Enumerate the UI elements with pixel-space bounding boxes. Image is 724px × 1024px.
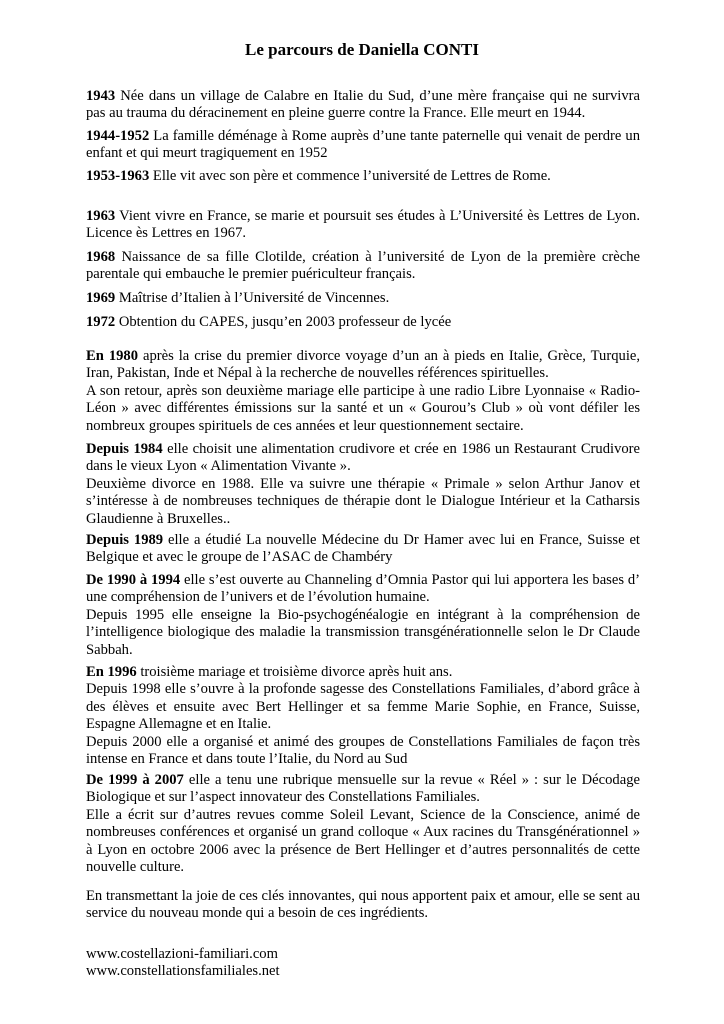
entry-text: Depuis 2000 elle a organisé et animé des groupes de Constellations Familiales de façon très intense en France et dans toute l’Italie, du Nord au Sud [86,733,640,768]
entry-text: A son retour, après son deuxième mariage elle participe à une radio Libre Lyonnaise « Radio-Léon » avec différentes émissions sur la santé et un « Gourou’s Club » où vont défiler les nombreux groupes spirituels de ces années et leur questionnement sectaire. [86,382,640,434]
entry-year: 1953-1963 [86,168,150,184]
closing-paragraph [86,888,640,923]
entry-text: elle choisit une alimentation crudivore et crée en 1986 un Restaurant Crudivore dans le vieux Lyon « Alimentation Vivante ». [86,441,641,475]
entry-text: Maîtrise d’Italien à l’Université de Vincennes. [118,290,390,306]
entry-text: Naissance de sa fille Clotilde, création à l’université de Lyon de la première crèche parentale qui embauche le premier puériculteur français. [86,249,640,283]
entry-1968 [86,249,640,284]
entry-text: Elle vit avec son père et commence l’université de Lettres de Rome. [152,168,551,184]
entry-1969 [86,290,640,307]
entry-year: Depuis 1989 [86,532,164,548]
entry-text: Elle a écrit sur d’autres revues comme Soleil Levant, Science de la Conscience, animé de nombreuses conférences et organisé un grand colloque « Aux racines du Transgénérationnel » à Lyon en octobre 2006 avec la présence de Bert Hellinger et d’autres personnalités de cette nouvelle culture. [86,806,640,876]
entry-1996 [86,664,640,768]
entry-text: Obtention du CAPES, jusqu’en 2003 professeur de lycée [118,314,452,330]
entry-1944-1952 [86,128,640,163]
entry-year: De 1999 à 2007 [86,772,184,788]
entry-1999-2007 [86,772,640,876]
entry-year: 1944-1952 [86,128,150,144]
entry-text: Depuis 1995 elle enseigne la Bio-psychogénéalogie en intégrant à la compréhension de l’intelligence biologique des maladie la transmission transgénérationnelle selon le Dr Claude Sabbah. [86,606,640,658]
entry-year: En 1996 [86,664,137,680]
entry-year: Depuis 1984 [86,441,163,457]
page-title: Le parcours de Daniella CONTI [245,40,479,59]
entry-1990-1994 [86,572,640,659]
entry-text: Depuis 1998 elle s’ouvre à la profonde sagesse des Constellations Familiales, d’abord grâce à des élèves et ensuite avec Bert Hellinger et sa femme Marie Sophie, en France, Suisse, Espagne Allemagne et en Italie. [86,681,640,733]
closing-text: En transmettant la joie de ces clés innovantes, qui nous apportent paix et amour, elle se sent au service du nouveau monde qui a besoin de ces ingrédients. [86,888,640,922]
entry-text: Née dans un village de Calabre en Italie du Sud, d’une mère française qui ne survivra pas au trauma du déracinement en pleine guerre contre la France. Elle meurt en 1944. [86,88,640,122]
entry-year: 1969 [86,290,116,306]
entry-text: elle s’est ouverte au Channeling d’Omnia Pastor qui lui apportera les bases d’ une compréhension de l’univers et de l’évolution humaine. [86,572,641,606]
entry-year: 1972 [86,314,116,330]
entry-1989 [86,532,640,567]
website-link[interactable]: www.costellazioni-familiari.com [86,946,278,962]
entry-year: 1968 [86,249,116,265]
entry-1943 [86,88,640,123]
entry-1980 [86,348,640,435]
entry-1984 [86,441,640,528]
entry-text: La famille déménage à Rome auprès d’une tante paternelle qui venait de perdre un enfant et qui meurt tragiquement en 1952 [86,128,640,162]
entry-year: 1963 [86,208,116,224]
entry-year: De 1990 à 1994 [86,572,181,588]
entry-year: 1943 [86,88,116,104]
entry-text: elle a tenu une rubrique mensuelle sur la revue « Réel » : sur le Décodage Biologique et sur l’aspect innovateur des Constellations Familiales. [86,772,640,806]
entry-text: après la crise du premier divorce voyage d’un an à pieds en Italie, Grèce, Turquie, Iran, Pakistan, Inde et Népal à la recherche de nouvelles références spirituelles. [86,348,640,382]
website-links [86,946,640,981]
entry-year: En 1980 [86,348,139,364]
entry-text: Vient vivre en France, se marie et poursuit ses études à L’Université ès Lettres de Lyon. Licence ès Lettres en 1967. [86,208,640,242]
entry-text: Deuxième divorce en 1988. Elle va suivre une thérapie « Primale » selon Arthur Janov et s’intéresse à de nombreuses techniques de thérapie dont le Dialogue Intérieur et la Catharsis Glaudienne à Bruxelles.. [86,475,640,527]
entry-1972 [86,314,640,331]
entry-text: troisième mariage et troisième divorce après huit ans. [140,664,453,680]
entry-1963 [86,208,640,243]
website-link[interactable]: www.constellationsfamiliales.net [86,963,280,980]
entry-text: elle a étudié La nouvelle Médecine du Dr Hamer avec lui en France, Suisse et Belgique et avec le groupe de l’ASAC de Chambéry [86,532,640,566]
entry-1953-1963 [86,168,640,185]
